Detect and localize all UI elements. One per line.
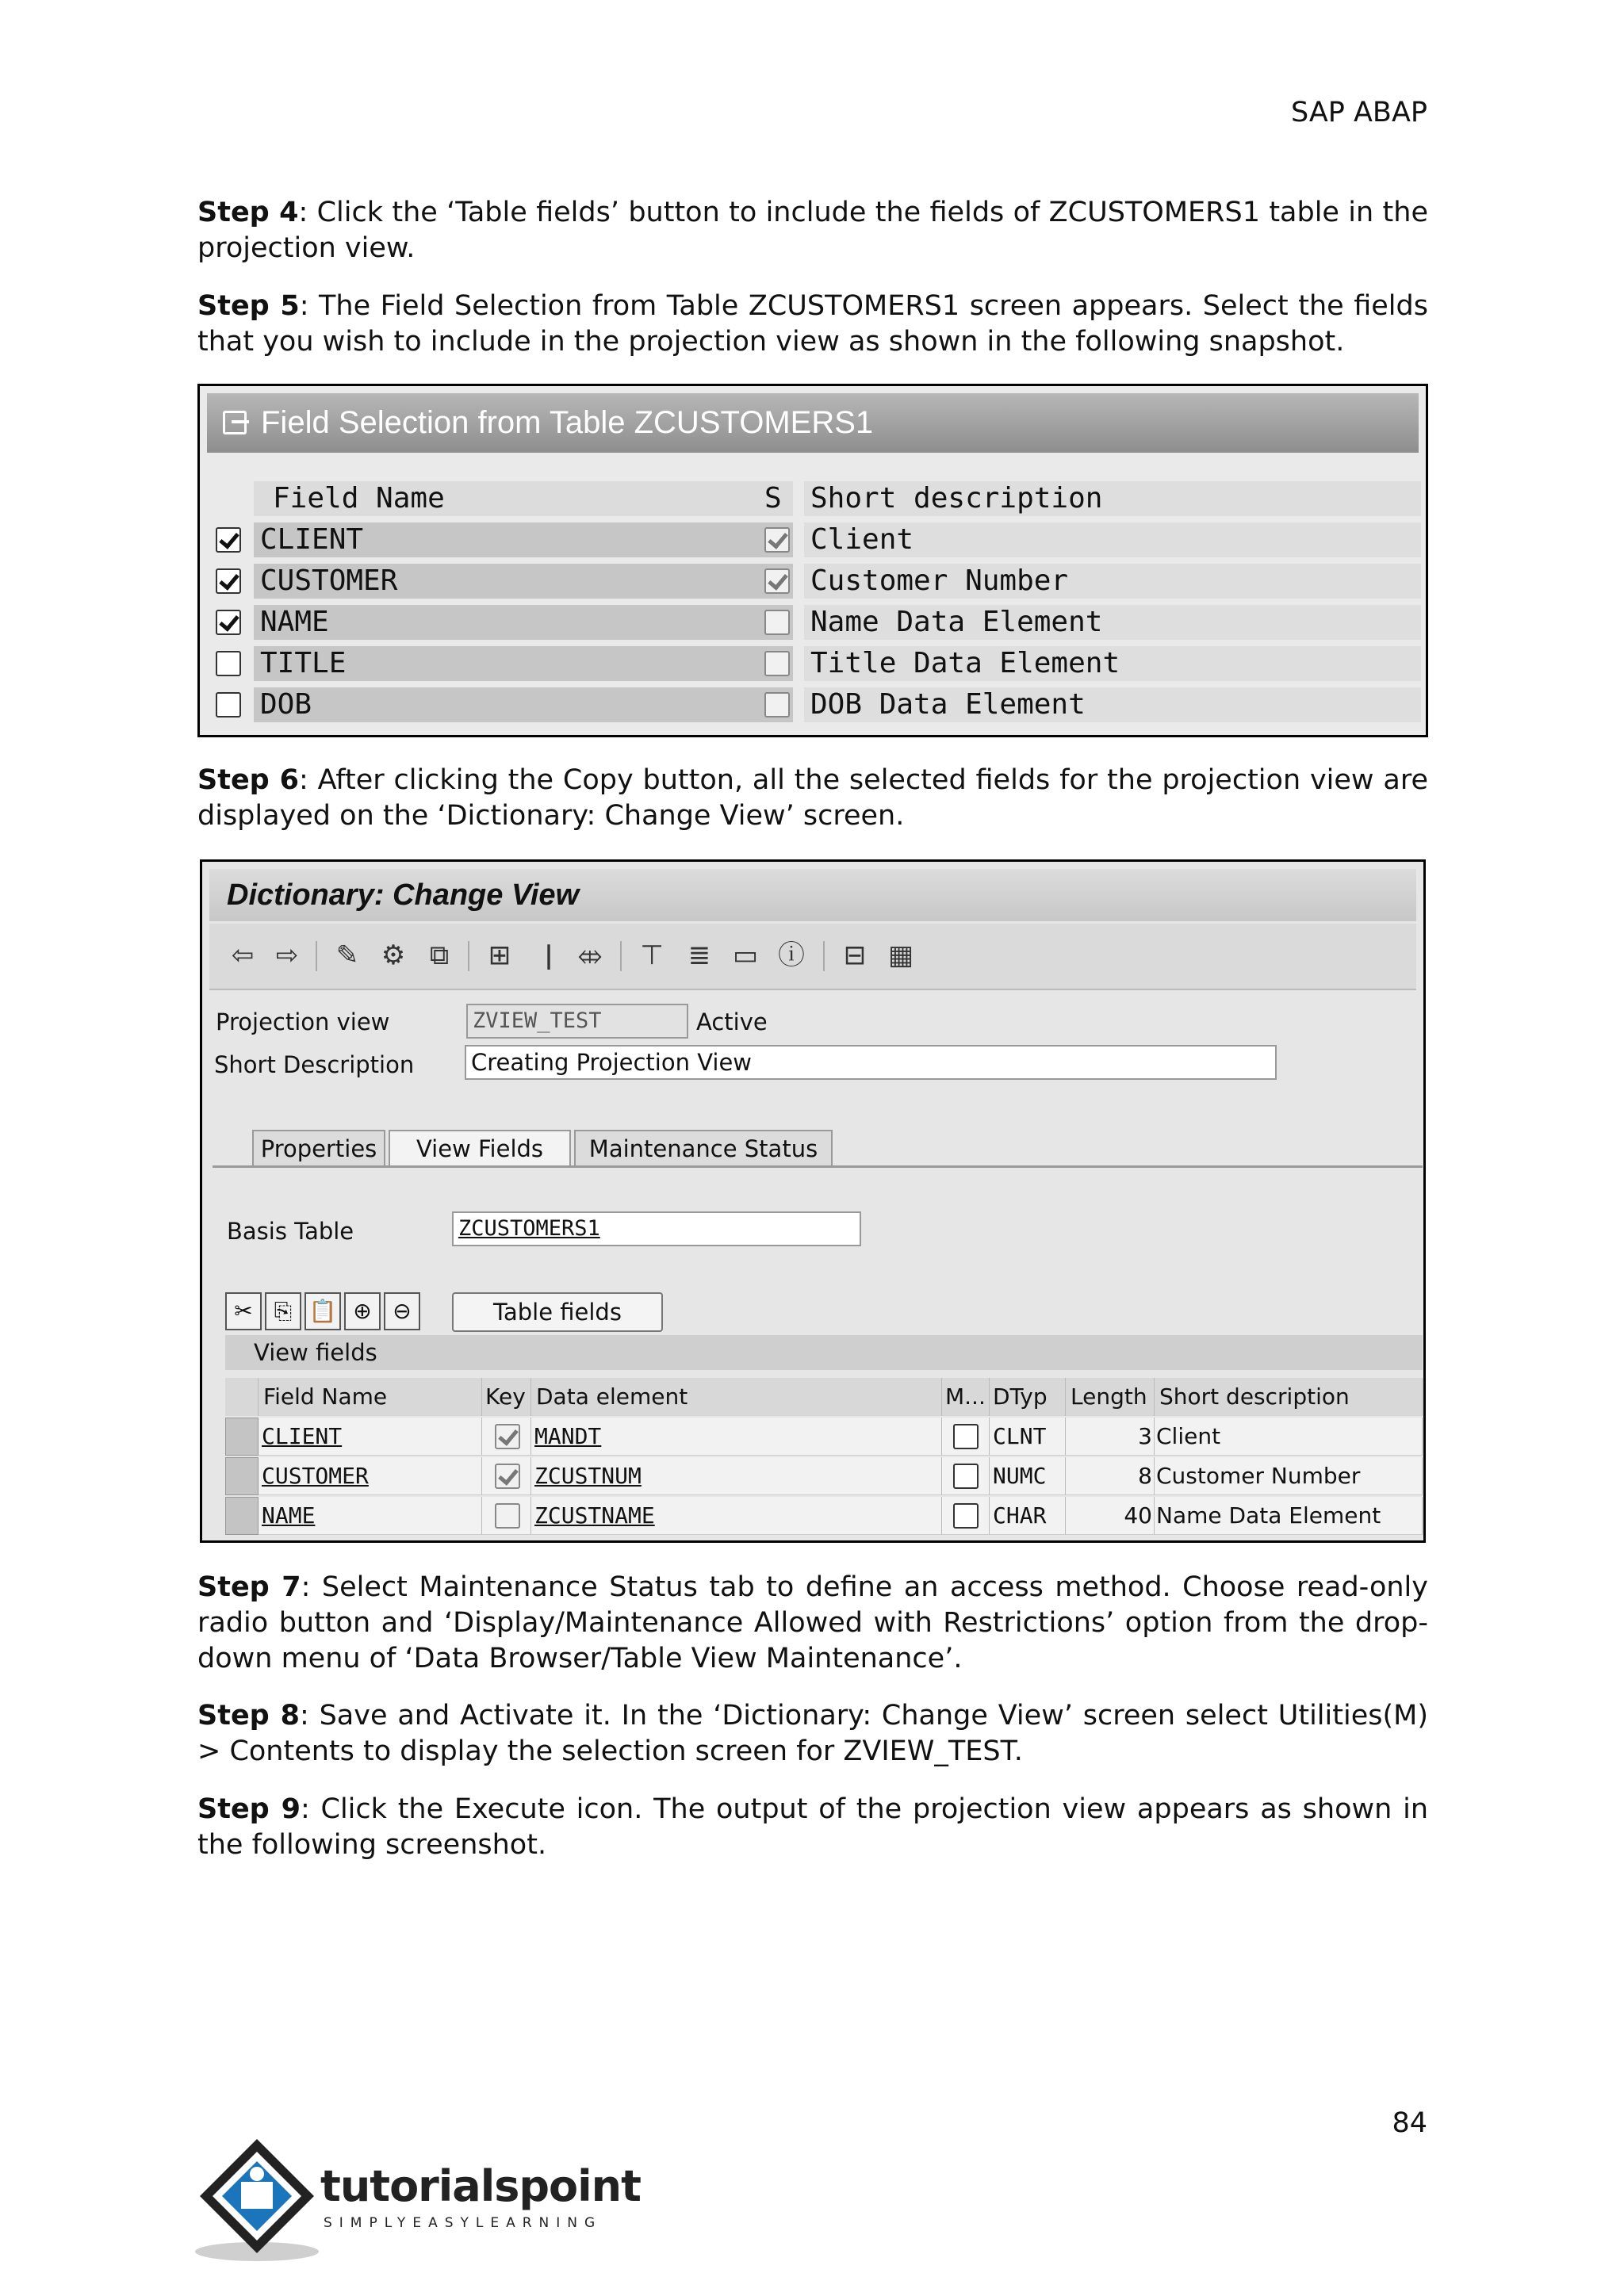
- logo-wordmark: [320, 2161, 641, 2211]
- short-description-label: Short Description: [214, 1051, 415, 1078]
- where-used-icon[interactable]: ⊞: [488, 939, 511, 971]
- data-element-cell[interactable]: [531, 1418, 942, 1456]
- tab-view-fields[interactable]: View Fields: [389, 1130, 571, 1166]
- row-selector[interactable]: [225, 1457, 259, 1495]
- field-description: Customer Number: [804, 564, 1421, 599]
- field-list-header: [209, 480, 1421, 518]
- status-text: Active: [696, 1008, 768, 1035]
- running-header: SAP ABAP: [1290, 97, 1427, 128]
- col-m: M...: [942, 1378, 990, 1416]
- tab-maintenance-status[interactable]: Maintenance Status: [574, 1130, 833, 1166]
- projection-view-label: Projection view: [216, 1008, 390, 1035]
- copy-icon[interactable]: ⎘: [265, 1292, 301, 1330]
- back-arrow-icon[interactable]: ⇦: [231, 939, 255, 971]
- projection-view-field: ZVIEW_TEST: [466, 1004, 688, 1039]
- info-icon[interactable]: ⓘ: [778, 939, 805, 971]
- basis-table-field[interactable]: [452, 1211, 861, 1246]
- step-text: : After clicking the Copy button, all the selected fields for the projection view are displayed on the ‘Dictionary: Change View’ screen.: [197, 764, 1428, 832]
- dtyp-cell: NUMC: [990, 1457, 1066, 1495]
- step-text: : Save and Activate it. In the ‘Dictionary: Change View’ screen select Utilities(M) > Contents to display the selection screen for ZVIEW_TEST.: [197, 1700, 1428, 1767]
- print-icon[interactable]: ≣: [688, 939, 711, 971]
- m-checkbox[interactable]: [953, 1464, 979, 1489]
- cut-icon[interactable]: ✂: [225, 1292, 262, 1330]
- row-selector-header: [225, 1378, 259, 1416]
- step-label: Step 5: [197, 290, 300, 322]
- field-name: CLIENT: [254, 522, 793, 557]
- s-checkbox: [764, 527, 790, 553]
- m-cell: [942, 1457, 990, 1495]
- logo-text: tutorialspoint: [320, 2161, 641, 2211]
- s-checkbox: [764, 568, 790, 594]
- dialog-icon: [223, 411, 247, 434]
- paste-icon[interactable]: 📋: [304, 1292, 341, 1330]
- step-4: [197, 195, 1428, 266]
- navigate-icon[interactable]: ⤄: [577, 939, 603, 971]
- row-selector[interactable]: [225, 1497, 259, 1535]
- field-name: CLIENT: [262, 1423, 343, 1449]
- dialog-title: Field Selection from Table ZCUSTOMERS1: [261, 405, 874, 440]
- field-name: NAME: [254, 605, 793, 640]
- info-pin-icon[interactable]: ǀ: [544, 939, 553, 971]
- data-element: ZCUSTNUM: [534, 1463, 642, 1489]
- step-label: Step 4: [197, 197, 299, 228]
- activate-icon[interactable]: ⧉: [429, 939, 450, 971]
- tab-strip-divider: [213, 1165, 1423, 1168]
- key-checkbox: [495, 1464, 520, 1489]
- row-selector[interactable]: [225, 1418, 259, 1456]
- page-number: 84: [1392, 2107, 1427, 2139]
- step-text: : The Field Selection from Table ZCUSTOMERS1 screen appears. Select the fields that you wish to include in the projection view as shown in the following snapshot.: [197, 290, 1428, 358]
- dialog-title-bar: [207, 393, 1419, 453]
- step-6: [197, 763, 1428, 834]
- short-description-field[interactable]: Creating Projection View: [465, 1045, 1277, 1080]
- m-cell: [942, 1418, 990, 1456]
- forward-arrow-icon[interactable]: ⇨: [275, 939, 299, 971]
- m-cell: [942, 1497, 990, 1535]
- key-checkbox: [495, 1503, 520, 1529]
- field-row-name[interactable]: [209, 603, 1421, 641]
- table-fields-button[interactable]: Table fields: [452, 1292, 663, 1332]
- dtyp-cell: CLNT: [990, 1418, 1066, 1456]
- table-row-field[interactable]: [259, 1497, 482, 1535]
- field-row-dob[interactable]: [209, 686, 1421, 724]
- length-cell: 8: [1066, 1457, 1155, 1495]
- step-9: [197, 1792, 1428, 1863]
- field-name: CUSTOMER: [254, 564, 793, 599]
- field-name: TITLE: [254, 646, 793, 681]
- select-checkbox[interactable]: [216, 568, 241, 594]
- key-cell: [482, 1457, 531, 1495]
- field-selection-dialog: [197, 384, 1428, 737]
- table-icon[interactable]: ▦: [887, 939, 914, 971]
- hierarchy-icon[interactable]: ⊤: [640, 939, 664, 971]
- col-s: S: [764, 482, 782, 515]
- select-checkbox[interactable]: [216, 651, 241, 676]
- view-fields-grid-title: View fields: [225, 1335, 1423, 1370]
- col-short-description: Short description: [804, 481, 1421, 516]
- step-label: Step 8: [197, 1700, 300, 1732]
- table-row-field[interactable]: [259, 1418, 482, 1456]
- select-checkbox[interactable]: [216, 610, 241, 635]
- data-element-cell[interactable]: [531, 1497, 942, 1535]
- basis-table-label: Basis Table: [227, 1218, 354, 1245]
- table-row-field[interactable]: [259, 1457, 482, 1495]
- short-desc-cell: Customer Number: [1155, 1457, 1423, 1495]
- s-checkbox: [764, 651, 790, 676]
- screen-title: Dictionary: Change View: [209, 869, 1416, 921]
- step-label: Step 7: [197, 1571, 301, 1603]
- dtyp-cell: CHAR: [990, 1497, 1066, 1535]
- field-row-client[interactable]: [209, 521, 1421, 559]
- field-row-customer[interactable]: [209, 562, 1421, 600]
- columns-icon[interactable]: ⊟: [843, 939, 867, 971]
- select-checkbox[interactable]: [216, 527, 241, 553]
- key-cell: [482, 1418, 531, 1456]
- step-5: [197, 289, 1428, 360]
- step-text: : Select Maintenance Status tab to define an access method. Choose read-only radio button and ‘Display/Maintenance Allowed with Restrictions’ option from the drop-down menu of ‘Data Browser/Table View Maintenance’.: [197, 1571, 1428, 1674]
- col-key: Key: [482, 1378, 531, 1416]
- col-field-name: Field Name: [259, 1378, 482, 1416]
- data-element: ZCUSTNAME: [534, 1502, 655, 1529]
- field-name: CUSTOMER: [262, 1463, 369, 1489]
- field-description: Title Data Element: [804, 646, 1421, 681]
- col-dtyp: DTyp: [990, 1378, 1066, 1416]
- application-toolbar: [209, 924, 1416, 990]
- step-text: : Click the ‘Table fields’ button to include the fields of ZCUSTOMERS1 table in the projection view.: [197, 197, 1428, 264]
- short-desc-cell: Client: [1155, 1418, 1423, 1456]
- field-name: NAME: [262, 1502, 316, 1529]
- check-icon[interactable]: ⚙: [381, 939, 406, 971]
- step-label: Step 9: [197, 1793, 301, 1825]
- data-element-cell[interactable]: [531, 1457, 942, 1495]
- step-text: : Click the Execute icon. The output of the projection view appears as shown in the following screenshot.: [197, 1793, 1428, 1861]
- logo-tagline: SIMPLYEASYLEARNING: [324, 2215, 603, 2231]
- col-field-name: Field Name: [254, 481, 793, 516]
- tab-properties[interactable]: Properties: [252, 1130, 385, 1166]
- short-desc-cell: Name Data Element: [1155, 1497, 1423, 1535]
- length-cell: 3: [1066, 1418, 1155, 1456]
- basis-table-value: ZCUSTOMERS1: [458, 1216, 600, 1241]
- layout-icon[interactable]: ▭: [732, 939, 759, 971]
- field-description: Client: [804, 522, 1421, 557]
- key-cell: [482, 1497, 531, 1535]
- field-row-title[interactable]: [209, 645, 1421, 683]
- s-checkbox: [764, 610, 790, 635]
- m-checkbox[interactable]: [953, 1503, 979, 1529]
- field-description: DOB Data Element: [804, 687, 1421, 722]
- step-label: Step 6: [197, 764, 299, 796]
- step-8: [197, 1698, 1428, 1770]
- display-change-icon[interactable]: ✎: [335, 939, 359, 971]
- insert-row-icon[interactable]: ⊕: [344, 1292, 381, 1330]
- col-short-description: Short description: [1155, 1378, 1423, 1416]
- select-checkbox[interactable]: [216, 692, 241, 718]
- key-checkbox: [495, 1424, 520, 1449]
- data-element: MANDT: [534, 1423, 602, 1449]
- tutorialspoint-logo: [193, 2133, 641, 2267]
- length-cell: 40: [1066, 1497, 1155, 1535]
- m-checkbox[interactable]: [953, 1424, 979, 1449]
- col-length: Length: [1066, 1378, 1155, 1416]
- s-checkbox: [764, 692, 790, 718]
- col-data-element: Data element: [531, 1378, 942, 1416]
- step-7: [197, 1570, 1428, 1677]
- delete-row-icon[interactable]: ⊖: [384, 1292, 420, 1330]
- field-description: Name Data Element: [804, 605, 1421, 640]
- field-name: DOB: [254, 687, 793, 722]
